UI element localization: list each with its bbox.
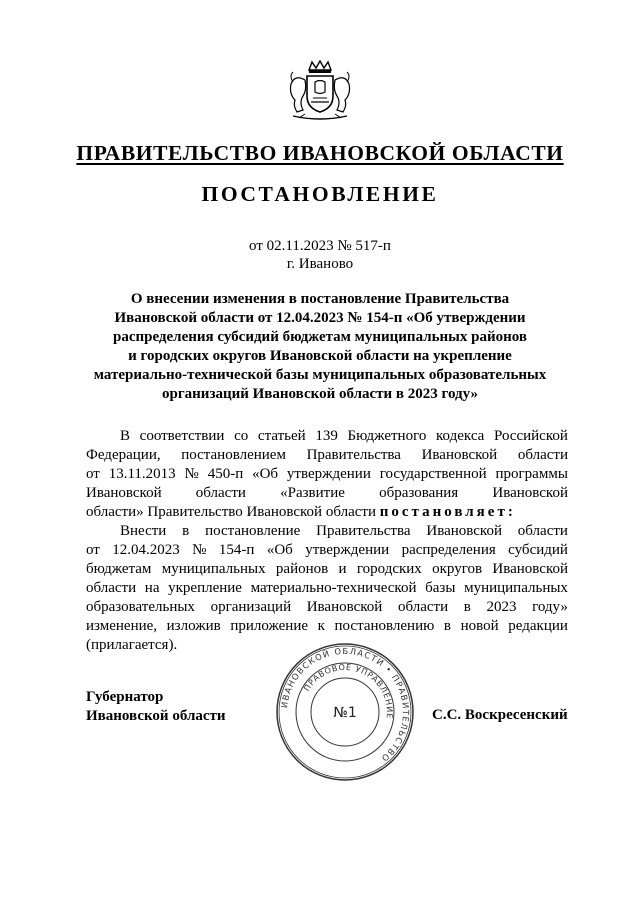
paragraph-resolution <box>86 522 568 655</box>
body-word: Ивановской <box>86 485 162 501</box>
body-word: области <box>397 599 449 615</box>
subject-line: материально-технической базы муниципальных образовательных <box>93 367 547 383</box>
body-word: государственной <box>379 466 487 482</box>
body-line <box>86 465 568 484</box>
body-word: бюджетам <box>86 561 152 577</box>
body-word: материально-технической <box>250 580 417 596</box>
body-word: Российской <box>493 428 568 444</box>
body-line <box>86 503 568 522</box>
body-word: «Об <box>266 542 293 558</box>
body-word: утверждении <box>305 542 390 558</box>
body-word: округов <box>432 561 483 577</box>
body-word: Правительства <box>306 447 401 463</box>
body-word: изложив <box>166 618 221 634</box>
body-word: 450-п <box>207 466 244 482</box>
body-word: новой <box>460 618 499 634</box>
body-word: 2023 <box>486 599 517 615</box>
body-word: к <box>317 618 325 634</box>
seal-ring-text: ИВАНОВСКОЙ ОБЛАСТИ • ПРАВИТЕЛЬСТВО <box>279 645 412 765</box>
body-line <box>86 484 568 503</box>
body-word: городских <box>356 561 422 577</box>
body-word: в <box>443 618 452 634</box>
subject-line: распределения субсидий бюджетам муниципальных районов <box>112 329 528 345</box>
body-word: Ивановской <box>306 599 383 615</box>
body-word: Внести <box>120 523 167 539</box>
official-seal-stamp <box>274 641 416 783</box>
body-word: соответствии <box>139 428 225 444</box>
body-word: районов <box>275 561 329 577</box>
body-word: году» <box>532 599 568 615</box>
body-word: со <box>234 428 249 444</box>
document-subject <box>82 290 558 404</box>
body-word: постановлению <box>334 618 435 634</box>
body-word: «Об <box>252 466 279 482</box>
body-word: кодекса <box>436 428 485 444</box>
body-word: редакции <box>508 618 568 634</box>
body-word: образовательных <box>86 599 195 615</box>
body-word: № <box>192 542 207 558</box>
document-type-heading: ПОСТАНОВЛЕНИЕ <box>201 182 439 206</box>
government-title: ПРАВИТЕЛЬСТВО ИВАНОВСКОЙ ОБЛАСТИ <box>76 141 564 165</box>
body-line <box>86 579 568 598</box>
subject-line: Ивановской области от 12.04.2023 № 154-п «Об утверждении <box>114 310 526 326</box>
body-word: «Развитие <box>280 485 345 501</box>
body-line <box>86 446 568 465</box>
body-word: Правительства <box>316 523 411 539</box>
body-word: приложение <box>230 618 309 634</box>
body-text: области» Правительство Ивановской области <box>86 504 380 520</box>
body-word: 12.04.2023 <box>112 542 180 558</box>
body-text: (прилагается). <box>86 637 178 653</box>
body-word: муниципальных <box>161 561 266 577</box>
body-line <box>86 427 568 446</box>
position-line: Ивановской области <box>86 708 226 724</box>
body-word: статьей <box>257 428 306 444</box>
body-word: от <box>86 542 100 558</box>
signatory-name: С.С. Воскресенский <box>432 707 568 723</box>
body-word: субсидий <box>508 542 568 558</box>
body-word: программы <box>495 466 568 482</box>
body-line <box>86 617 568 636</box>
body-word: Ивановской <box>421 447 498 463</box>
body-word: Ивановской <box>426 523 502 539</box>
seal-inner-text: ПРАВОВОЕ УПРАВЛЕНИЕ <box>302 662 395 720</box>
body-word: укрепление <box>168 580 242 596</box>
position-line: Губернатор <box>86 689 164 705</box>
seal-number: №1 <box>333 705 357 721</box>
body-word: в <box>463 599 471 615</box>
body-word: области <box>517 523 568 539</box>
subject-line: организаций Ивановской области в 2023 году» <box>162 386 478 402</box>
body-word: постановлением <box>181 447 286 463</box>
body-word: Бюджетного <box>347 428 427 444</box>
document-city: г. Иваново <box>286 256 354 272</box>
resolution-word: постановляет: <box>379 504 516 520</box>
body-word: и <box>338 561 347 577</box>
body-word: образования <box>379 485 459 501</box>
body-word: № <box>184 466 199 482</box>
body-word: организаций <box>210 599 292 615</box>
body-word: 139 <box>315 428 338 444</box>
body-word: муниципальных <box>464 580 568 596</box>
body-word: постановление <box>205 523 301 539</box>
body-word: на <box>144 580 160 596</box>
body-line <box>86 560 568 579</box>
body-word: Ивановской <box>492 485 568 501</box>
body-line <box>86 522 568 541</box>
body-word: Федерации, <box>86 447 161 463</box>
body-word: изменение, <box>86 618 158 634</box>
subject-line: и городских округов Ивановской области на укрепление <box>128 348 512 364</box>
signatory-position <box>86 688 226 726</box>
paragraph-legal-basis <box>86 427 568 522</box>
body-word: 154-п <box>218 542 255 558</box>
body-word: 13.11.2013 <box>108 466 176 482</box>
ivanovo-coat-of-arms-icon <box>285 60 355 122</box>
body-line <box>86 598 568 617</box>
body-word: области <box>517 447 568 463</box>
document-date-number: от 02.11.2023 № 517-п <box>249 238 391 254</box>
body-line <box>86 541 568 560</box>
body-word: Ивановской <box>492 561 568 577</box>
document-body <box>86 427 568 655</box>
body-word: базы <box>425 580 456 596</box>
subject-line: О внесении изменения в постановление Правительства <box>130 291 510 307</box>
body-word: распределения <box>401 542 496 558</box>
body-word: области <box>86 580 137 596</box>
body-word: области <box>195 485 246 501</box>
body-word: В <box>120 428 131 444</box>
body-word: утверждении <box>286 466 371 482</box>
body-word: в <box>182 523 190 539</box>
body-word: от <box>86 466 100 482</box>
